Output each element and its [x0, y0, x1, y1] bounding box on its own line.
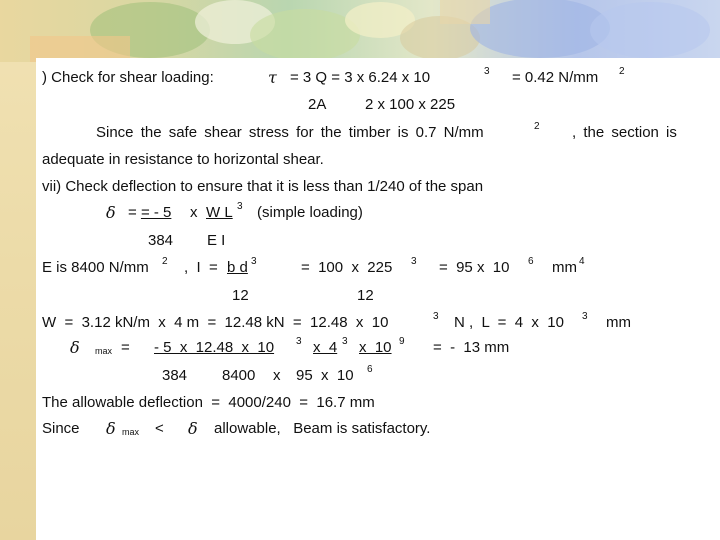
denominator: 384 [148, 232, 174, 249]
modulus-text: E is 8400 N/mm [42, 259, 149, 276]
exponent: 3 [582, 311, 588, 322]
deflection-numerator-cont: x 4 [313, 339, 338, 356]
shear-stress-equation: = 3 Q = 3 x 6.24 x 10 [290, 69, 431, 86]
times-sign: x [190, 204, 198, 221]
delta-symbol: δ [106, 419, 116, 438]
denominator: x [273, 367, 281, 384]
unit: mm [606, 314, 631, 331]
denominator: 12 [357, 287, 374, 304]
deflection-formula-coeff: = = - 5 [128, 204, 172, 221]
span-value: N , L = 4 x 10 [454, 314, 564, 331]
deflection-result: = - 13 mm [433, 339, 510, 356]
delta-symbol: δ [188, 419, 198, 438]
since-word: Since [42, 420, 80, 437]
inertia-result: = 95 x 10 [439, 259, 510, 276]
conclusion-text: allowable, Beam is satisfactory. [214, 420, 431, 437]
denominator: 12 [232, 287, 249, 304]
inertia-formula: b d [227, 259, 248, 276]
safe-stress-text-cont: , the section is [572, 124, 677, 141]
exponent: 9 [399, 336, 405, 347]
inertia-value: = 100 x 225 [301, 259, 393, 276]
deflection-numerator-cont: x 10 [359, 339, 392, 356]
exponent: 2 [619, 66, 625, 77]
denominator: E I [207, 232, 226, 249]
delta-symbol: δ [70, 338, 80, 357]
max-subscript: max [122, 427, 140, 437]
equals-sign: = [121, 339, 130, 356]
loading-note: (simple loading) [257, 204, 363, 221]
exponent: 3 [484, 66, 490, 77]
exponent: 6 [528, 256, 534, 267]
exponent: 3 [296, 336, 302, 347]
denominator: 384 [162, 367, 188, 384]
denominator: 2 x 100 x 225 [365, 96, 456, 113]
inertia-label: , I = [184, 259, 218, 276]
deflection-numerator: - 5 x 12.48 x 10 [154, 339, 275, 356]
shear-check-heading: ) Check for shear loading: [42, 69, 214, 86]
exponent: 2 [534, 121, 540, 132]
decorative-sidebar [0, 0, 36, 540]
denominator: 8400 [222, 367, 256, 384]
exponent: 3 [433, 311, 439, 322]
load-span-term: W L [206, 204, 233, 221]
adequacy-text: adequate in resistance to horizontal shear. [42, 151, 324, 168]
exponent: 3 [237, 201, 243, 212]
shear-stress-result: = 0.42 N/mm [512, 69, 599, 86]
decorative-banner [0, 0, 720, 62]
exponent: 3 [251, 256, 257, 267]
less-than-sign: < [155, 420, 164, 437]
exponent: 6 [367, 364, 373, 375]
delta-symbol: δ [106, 203, 116, 222]
safe-stress-text: Since the safe shear stress for the timber is 0.7 N/mm [96, 124, 484, 141]
allowable-deflection: The allowable deflection = 4000/240 = 16.7 mm [42, 394, 375, 411]
unit: mm [552, 259, 577, 276]
load-calculation: W = 3.12 kN/m x 4 m = 12.48 kN = 12.48 x 10 [42, 314, 389, 331]
exponent: 3 [342, 336, 348, 347]
tau-symbol: τ [268, 68, 277, 87]
denominator: 2A [308, 96, 327, 113]
exponent: 2 [162, 256, 168, 267]
max-subscript: max [95, 346, 113, 356]
exponent: 4 [579, 256, 585, 267]
exponent: 3 [411, 256, 417, 267]
denominator: 95 x 10 [296, 367, 354, 384]
deflection-check-heading: vii) Check deflection to ensure that it is less than 1/240 of the span [42, 178, 484, 195]
